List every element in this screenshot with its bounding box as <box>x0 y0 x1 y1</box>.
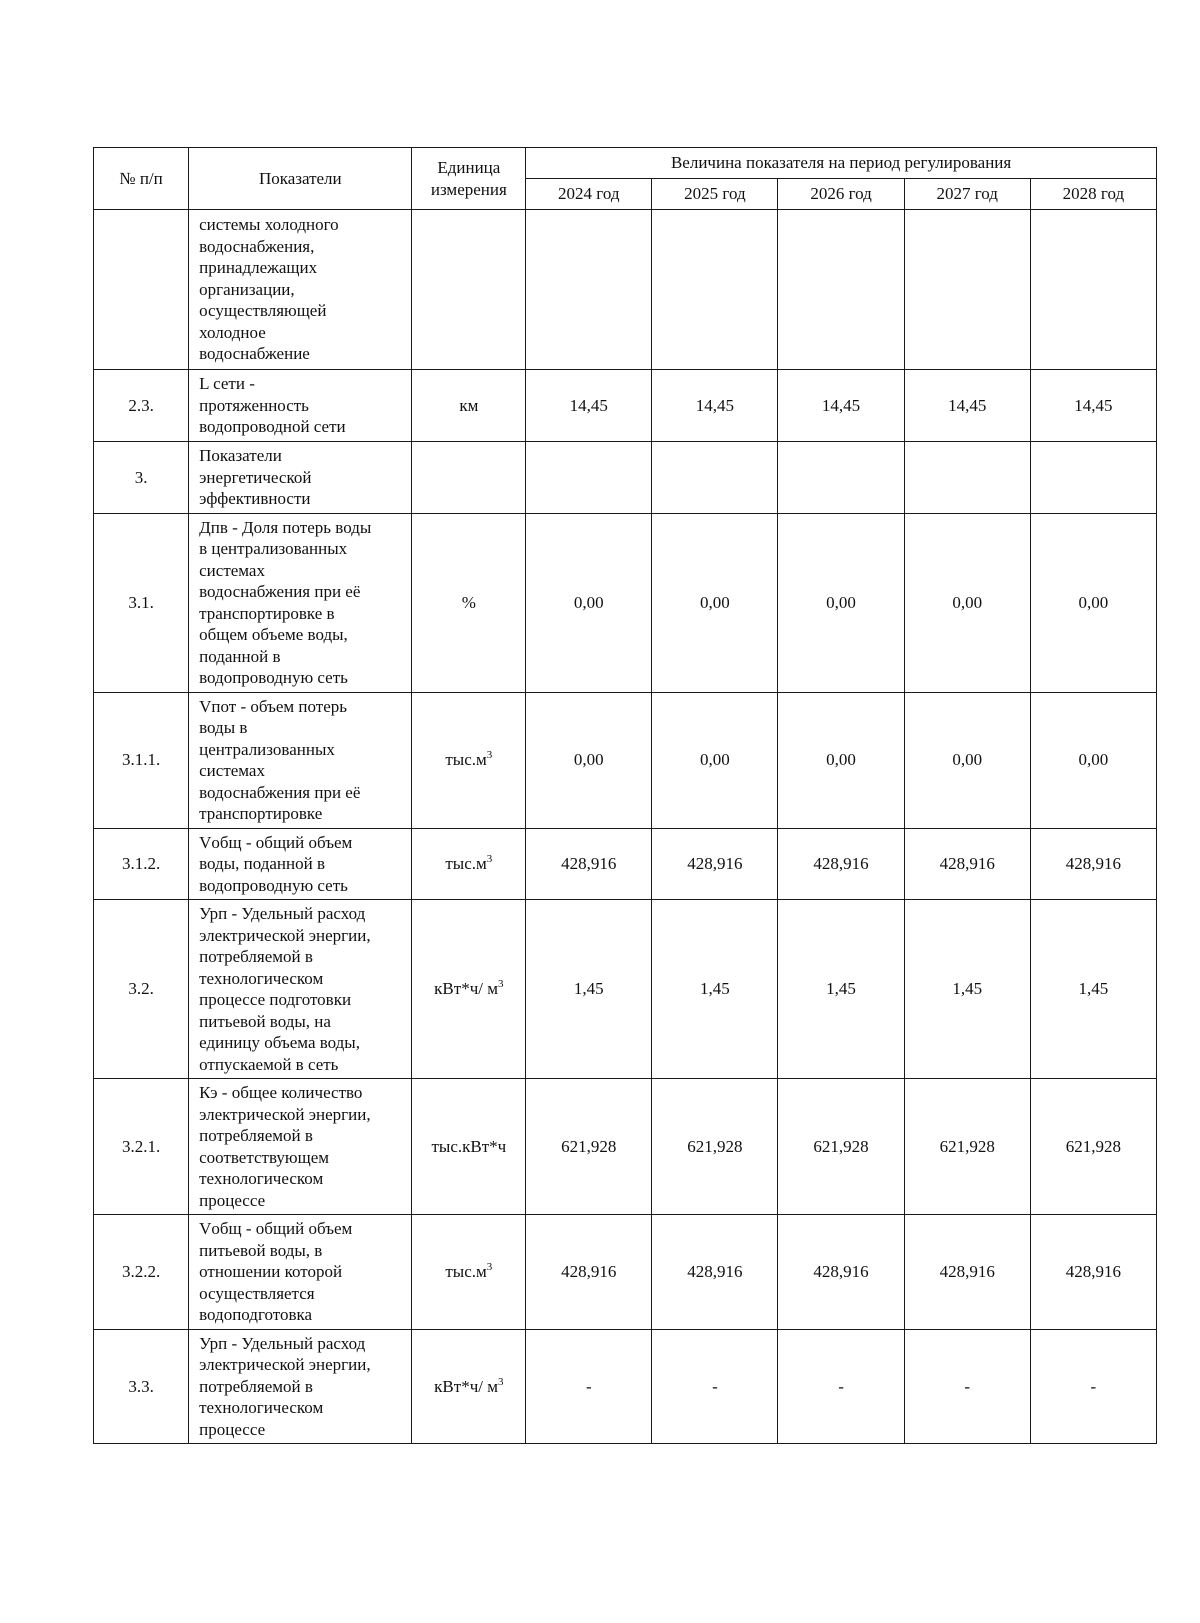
table-row <box>94 513 1157 692</box>
row-value: 621,928 <box>904 1079 1030 1215</box>
indicator-line: Урп - Удельный расход <box>199 1333 366 1353</box>
row-number: 3. <box>94 442 189 514</box>
indicator-line: единицу объема воды, <box>199 1033 360 1052</box>
table-row <box>94 692 1157 828</box>
row-value: 0,00 <box>1030 692 1156 828</box>
indicator-line: Дпв - Доля потерь воды <box>199 517 372 537</box>
header-unit-line2: измерения <box>430 179 507 199</box>
row-unit <box>412 1079 526 1215</box>
indicator-line: в централизованных <box>199 539 348 558</box>
indicator-line: питьевой воды, в <box>199 1240 323 1260</box>
indicator-line: водоснабжения при её <box>199 782 361 802</box>
row-value: 14,45 <box>652 370 778 442</box>
row-indicator <box>189 1215 412 1330</box>
row-value: 14,45 <box>904 370 1030 442</box>
table-row <box>94 370 1157 442</box>
row-value: 0,00 <box>652 692 778 828</box>
row-value <box>904 442 1030 514</box>
table-row <box>94 828 1157 900</box>
table-row <box>94 900 1157 1079</box>
row-number: 3.2. <box>94 900 189 1079</box>
unit-text: тыс.м <box>445 854 487 873</box>
indicator-line: транспортировке в <box>199 603 335 623</box>
header-num: № п/п <box>94 148 189 210</box>
indicator-line: водоснабжение <box>199 344 310 364</box>
indicator-line: электрической энергии, <box>199 1104 371 1124</box>
unit-text: км <box>459 395 479 415</box>
indicator-line: потребляемой в <box>199 947 313 966</box>
table-body <box>94 210 1157 1444</box>
indicator-line: энергетической <box>199 467 312 487</box>
indicator-line: Урп - Удельный расход <box>199 904 366 923</box>
row-value: 428,916 <box>1030 828 1156 900</box>
header-year: 2028 год <box>1030 179 1156 210</box>
indicator-line: потребляемой в <box>199 1376 313 1396</box>
row-value: - <box>1030 1329 1156 1444</box>
row-value: 14,45 <box>1030 370 1156 442</box>
indicator-line: технологическом <box>199 968 324 988</box>
header-year: 2026 год <box>778 179 904 210</box>
row-value: - <box>904 1329 1030 1444</box>
indicator-line: отпускаемой в сеть <box>199 1054 339 1074</box>
indicator-line: централизованных <box>199 739 335 759</box>
indicator-line: отношении которой <box>199 1262 343 1281</box>
row-value: 428,916 <box>1030 1215 1156 1330</box>
indicator-line: системы холодного <box>199 215 339 235</box>
header-unit-line1: Единица <box>437 158 501 177</box>
unit-text: % <box>461 592 476 612</box>
indicator-line: Показатели <box>199 446 282 465</box>
row-value: 621,928 <box>652 1079 778 1215</box>
indicator-line: L сети - <box>199 374 255 394</box>
row-value: 621,928 <box>778 1079 904 1215</box>
row-indicator <box>189 1329 412 1444</box>
row-unit <box>412 370 526 442</box>
unit-superscript: 3 <box>497 1375 504 1388</box>
indicator-line: принадлежащих <box>199 258 318 278</box>
row-value: 0,00 <box>526 692 652 828</box>
row-value: 0,00 <box>526 513 652 692</box>
indicator-line: водоподготовка <box>199 1305 313 1324</box>
row-unit <box>412 692 526 828</box>
row-indicator <box>189 828 412 900</box>
unit-text: кВт*ч/ м <box>434 979 498 999</box>
unit-text: тыс.кВт*ч <box>431 1136 507 1156</box>
indicator-line: воды, поданной в <box>199 854 325 873</box>
row-indicator <box>189 210 412 370</box>
indicator-line: водопроводной сети <box>199 417 346 437</box>
indicator-line: процессе подготовки <box>199 990 352 1009</box>
indicator-line: процессе <box>199 1419 266 1439</box>
row-value: 14,45 <box>778 370 904 442</box>
row-indicator <box>189 370 412 442</box>
row-value: - <box>526 1329 652 1444</box>
row-value: - <box>778 1329 904 1444</box>
indicator-line: эффективности <box>199 489 311 508</box>
row-value: 428,916 <box>778 1215 904 1330</box>
row-value: 1,45 <box>904 900 1030 1079</box>
row-value <box>778 210 904 370</box>
row-value <box>1030 210 1156 370</box>
row-value: 0,00 <box>904 692 1030 828</box>
row-value: 428,916 <box>904 1215 1030 1330</box>
row-value: - <box>652 1329 778 1444</box>
row-value: 0,00 <box>1030 513 1156 692</box>
indicator-line: общем объеме воды, <box>199 625 348 644</box>
indicator-line: технологическом <box>199 1398 324 1417</box>
table-row <box>94 1079 1157 1215</box>
header-year: 2025 год <box>652 179 778 210</box>
indicator-line: водопроводную сеть <box>199 668 348 687</box>
row-indicator <box>189 513 412 692</box>
indicator-line: Vпот - объем потерь <box>199 696 348 716</box>
row-value: 1,45 <box>778 900 904 1079</box>
indicator-line: электрической энергии, <box>199 1355 371 1374</box>
header-name: Показатели <box>189 148 412 210</box>
row-value: 428,916 <box>778 828 904 900</box>
row-unit <box>412 1329 526 1444</box>
indicator-line: протяженность <box>199 395 309 415</box>
row-unit <box>412 210 526 370</box>
indicator-line: осуществляющей <box>199 301 327 321</box>
row-value: 1,45 <box>526 900 652 1079</box>
row-number: 3.3. <box>94 1329 189 1444</box>
table-row <box>94 442 1157 514</box>
row-value <box>1030 442 1156 514</box>
indicator-line: осуществляется <box>199 1283 315 1303</box>
table-row <box>94 210 1157 370</box>
unit-superscript: 3 <box>486 853 493 865</box>
unit-superscript: 3 <box>486 749 493 762</box>
row-value: 0,00 <box>652 513 778 692</box>
row-value: 0,00 <box>778 692 904 828</box>
indicator-line: потребляемой в <box>199 1126 313 1145</box>
header-unit <box>412 148 526 210</box>
row-unit <box>412 1215 526 1330</box>
row-value <box>526 210 652 370</box>
indicator-line: электрической энергии, <box>199 925 371 945</box>
row-value: 0,00 <box>778 513 904 692</box>
row-value: 1,45 <box>1030 900 1156 1079</box>
row-unit <box>412 513 526 692</box>
indicator-line: Vобщ - общий объем <box>199 1219 353 1238</box>
row-value: 428,916 <box>526 1215 652 1330</box>
unit-superscript: 3 <box>486 1261 493 1273</box>
row-number: 2.3. <box>94 370 189 442</box>
row-number: 3.1.1. <box>94 692 189 828</box>
row-value <box>652 442 778 514</box>
row-unit <box>412 828 526 900</box>
header-year: 2024 год <box>526 179 652 210</box>
indicator-line: системах <box>199 560 265 580</box>
table-row <box>94 1215 1157 1330</box>
indicator-line: соответствующем <box>199 1147 329 1167</box>
indicator-line: транспортировке <box>199 804 323 823</box>
indicator-line: организации, <box>199 279 295 299</box>
row-value <box>904 210 1030 370</box>
indicator-line: воды в <box>199 718 248 737</box>
row-indicator <box>189 442 412 514</box>
row-number: 3.2.1. <box>94 1079 189 1215</box>
indicator-line: Кэ - общее количество <box>199 1083 363 1102</box>
row-indicator <box>189 900 412 1079</box>
indicator-line: водоснабжения при её <box>199 582 361 601</box>
row-value: 428,916 <box>652 828 778 900</box>
row-value: 621,928 <box>1030 1079 1156 1215</box>
indicator-line: водоснабжения, <box>199 236 315 256</box>
row-unit <box>412 900 526 1079</box>
header-year: 2027 год <box>904 179 1030 210</box>
row-value: 428,916 <box>526 828 652 900</box>
row-value: 14,45 <box>526 370 652 442</box>
row-value: 1,45 <box>652 900 778 1079</box>
row-value <box>526 442 652 514</box>
row-number: 3.1. <box>94 513 189 692</box>
indicator-line: Vобщ - общий объем <box>199 832 353 852</box>
unit-text: тыс.м <box>445 1262 487 1281</box>
row-indicator <box>189 692 412 828</box>
indicators-table <box>93 147 1157 1444</box>
unit-text: тыс.м <box>445 750 487 770</box>
indicator-line: водопроводную сеть <box>199 875 348 895</box>
row-number <box>94 210 189 370</box>
indicator-line: системах <box>199 761 265 780</box>
row-indicator <box>189 1079 412 1215</box>
indicator-line: технологическом <box>199 1169 324 1188</box>
indicator-line: холодное <box>199 322 266 342</box>
row-value: 428,916 <box>904 828 1030 900</box>
unit-superscript: 3 <box>497 978 504 991</box>
header-period: Величина показателя на период регулирования <box>526 148 1157 179</box>
table-row <box>94 1329 1157 1444</box>
row-value: 428,916 <box>652 1215 778 1330</box>
row-value: 621,928 <box>526 1079 652 1215</box>
unit-text: кВт*ч/ м <box>434 1376 498 1396</box>
indicator-line: поданной в <box>199 646 281 666</box>
row-unit <box>412 442 526 514</box>
row-value <box>778 442 904 514</box>
indicator-line: процессе <box>199 1190 266 1210</box>
row-value <box>652 210 778 370</box>
row-number: 3.2.2. <box>94 1215 189 1330</box>
row-number: 3.1.2. <box>94 828 189 900</box>
row-value: 0,00 <box>904 513 1030 692</box>
indicator-line: питьевой воды, на <box>199 1011 331 1031</box>
